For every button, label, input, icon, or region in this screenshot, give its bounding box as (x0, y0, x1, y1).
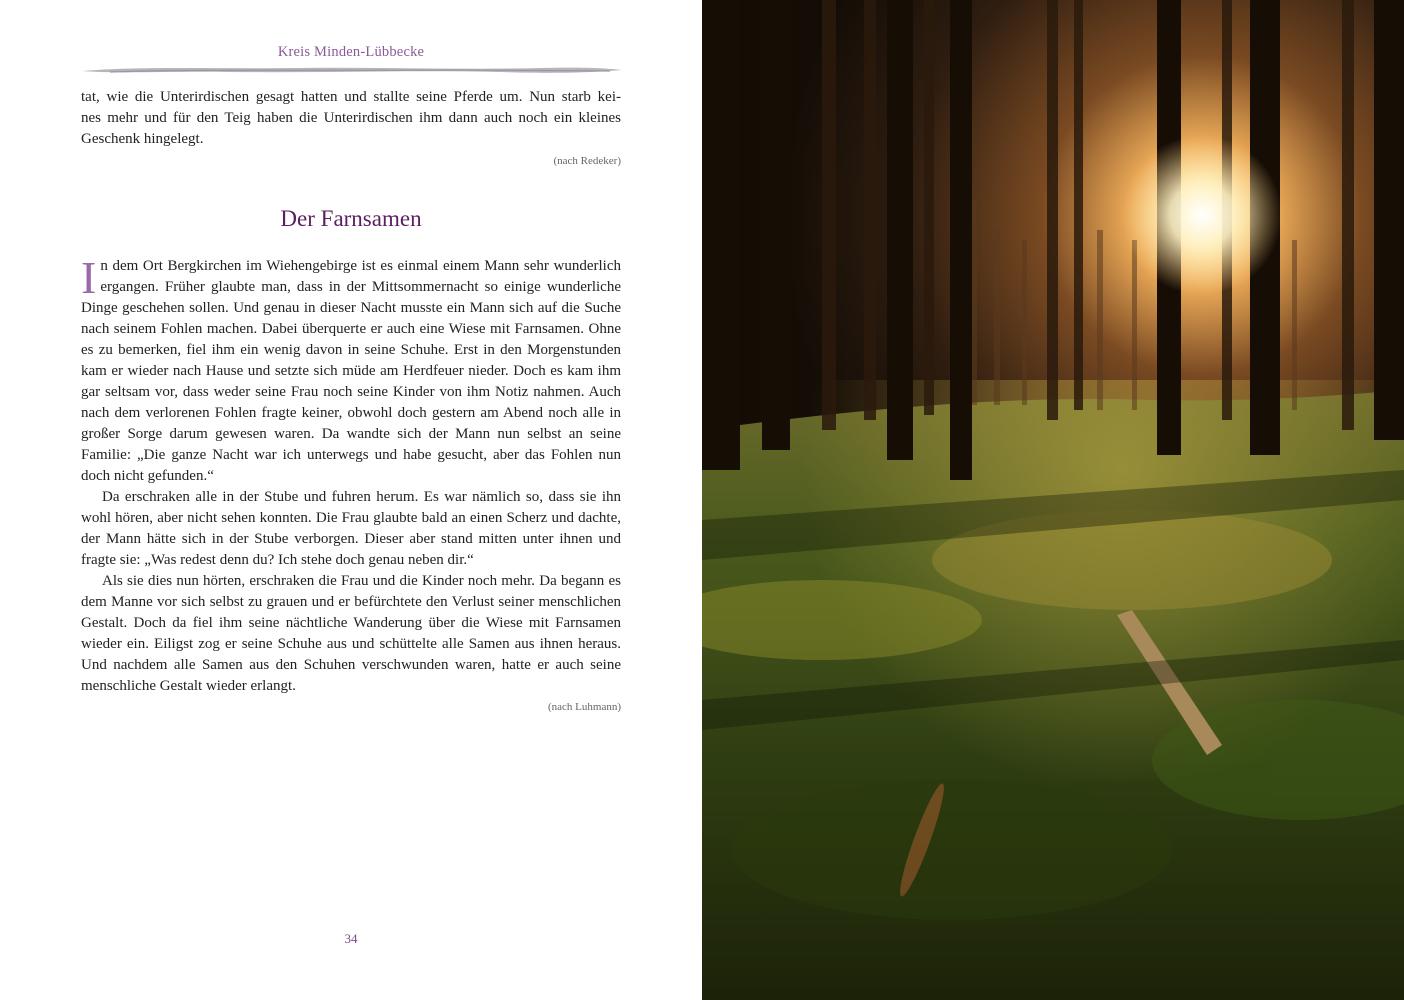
paragraph-text: n dem Ort Bergkirchen im Wiehengebirge ist es einmal einem Mann sehr wunderlich ergangen. Früher glaubte man, dass in der Mittsommernacht so einige wunderliche Dinge geschehen sollen. Und genau in dieser Nacht musste ein Mann sich auf die Suche nach seinem Fohlen machen. Dabei überquerte er auch eine Wiese mit Farnsamen. Ohne es zu bemerken, fiel ihm ein wenig davon in seine Schuhe. Erst in den Morgenstunden kam er wieder nach Hause und setzte sich müde am Herdfeuer nieder. Doch es kam ihm gar seltsam vor, dass weder seine Frau noch seine Kinder von ihm Notiz nahmen. Auch nach dem verlorenen Fohlen fragte keiner, obwohl doch gestern am Abend noch alle in großer Sorge darum gewesen waren. Da wandte sich der Mann nun selbst an seine Familie: „Die ganze Nacht war ich unterwegs und habe gesucht, aber das Fohlen nun doch nicht gefunden.“ (81, 258, 621, 484)
story-paragraph (81, 252, 621, 487)
drop-cap: I (81, 252, 97, 303)
intro-line: tat, wie die Unterirdischen gesagt hatten und stallte seine Pferde um. Nun starb kei- (81, 89, 621, 105)
story-body (81, 252, 621, 697)
story-paragraph: Da erschraken alle in der Stube und fuhren herum. Es war nämlich so, dass sie ihn wohl hören, aber nicht sehen konnten. Die Frau glaubte bald an einen Scherz und dachte, der Mann hätte sich in der Stube verborgen. Dieser aber stand mitten unter ihnen und fragte sie: „Was redest denn du? Ich stehe doch genau neben dir.“ (81, 489, 621, 568)
intro-paragraph (81, 87, 621, 150)
page-number: 34 (344, 931, 358, 946)
source-attribution: (nach Luhmann) (548, 701, 621, 713)
running-head: Kreis Minden-Lübbecke (277, 44, 425, 60)
source-attribution: (nach Redeker) (553, 155, 621, 167)
story-title: Der Farnsamen (280, 206, 422, 231)
intro-line: nes mehr und für den Teig haben die Unterirdischen ihm dann auch noch ein kleines (81, 110, 621, 126)
forest-sunrise-photo (702, 0, 1404, 1000)
intro-line: Geschenk hingelegt. (81, 131, 204, 147)
story-paragraph: Als sie dies nun hörten, erschraken die Frau und die Kinder noch mehr. Da begann es dem Manne vor sich selbst zu grauen und er befürchtete den Verlust seiner menschlichen Gestalt. Doch da fiel ihm seine nächtliche Wanderung über die Wiese mit Farnsamen wieder ein. Eiligst zog er seine Schuhe aus und schüttelte alle Samen aus ihnen heraus. Und nachdem alle Samen aus den Schuhen verschwunden waren, hatte er auch seine menschliche Gestalt wieder erlangt. (81, 573, 621, 694)
running-head-brush-rule (80, 62, 624, 78)
forest-illustration (702, 0, 1404, 1000)
